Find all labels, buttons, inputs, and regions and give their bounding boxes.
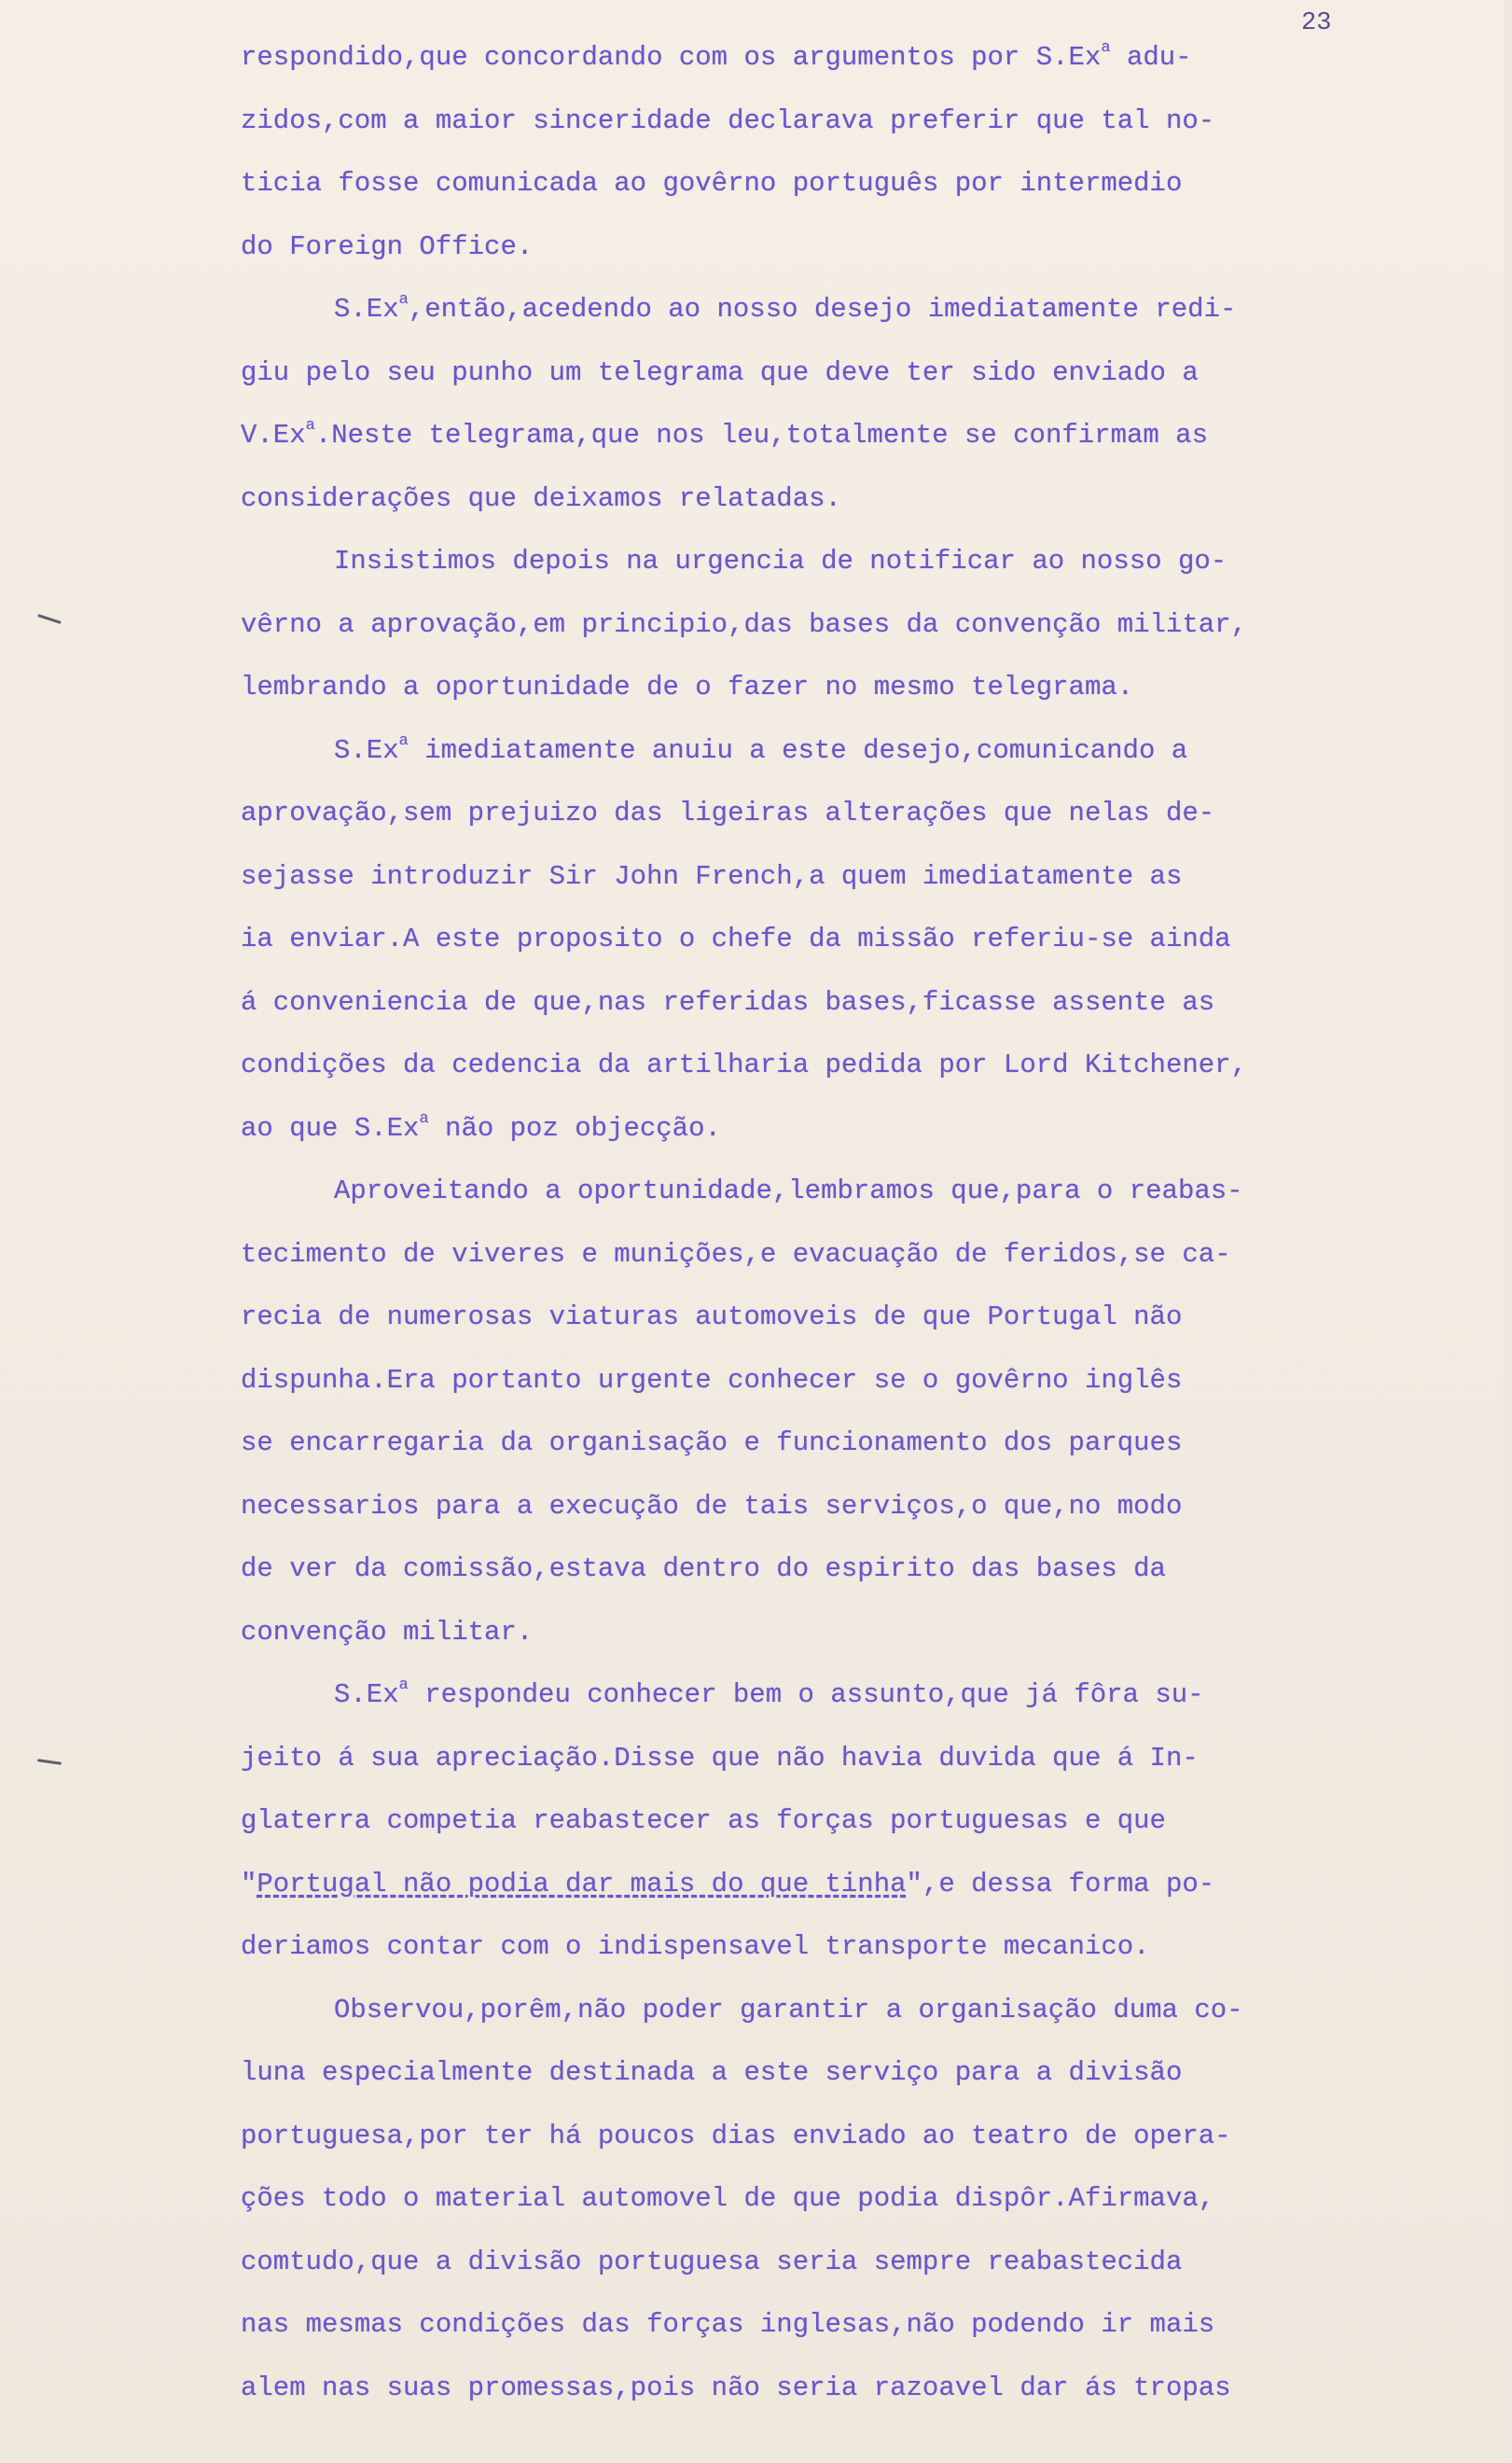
line-text: do Foreign Office. bbox=[241, 230, 534, 262]
line-text: ia enviar.A este proposito o chefe da missão referiu-se ainda bbox=[241, 924, 1231, 954]
line-text: sejasse introduzir Sir John French,a quem imediatamente as bbox=[241, 860, 1183, 892]
line-text: V.Ex bbox=[241, 420, 306, 451]
text-line bbox=[241, 355, 1397, 418]
line-text: lembrando a oportunidade de o fazer no mesmo telegrama. bbox=[241, 672, 1134, 703]
text-line bbox=[241, 858, 1397, 922]
text-line bbox=[241, 165, 1397, 229]
line-text: Aproveitando a oportunidade,lembramos que,para o reabas- bbox=[334, 1176, 1243, 1206]
line-text: giu pelo seu punho um telegrama que deve ter sido enviado a bbox=[241, 356, 1199, 388]
line-text: á conveniencia de que,nas referidas bases,ficasse assente as bbox=[241, 986, 1215, 1018]
text-line bbox=[241, 229, 1397, 292]
line-text-continued: ,então,acedendo ao nosso desejo imediatamente redi- bbox=[408, 294, 1237, 325]
line-text: de ver da comissão,estava dentro do espirito das bases da bbox=[241, 1553, 1166, 1584]
line-text: S.Ex bbox=[334, 1679, 399, 1710]
line-text-continued: não poz objecção. bbox=[428, 1112, 721, 1144]
text-line bbox=[241, 921, 1397, 984]
line-text: considerações que deixamos relatadas. bbox=[241, 482, 841, 514]
text-line bbox=[241, 1047, 1397, 1110]
line-text: convenção militar. bbox=[241, 1616, 534, 1648]
text-line bbox=[241, 291, 1397, 355]
underlined-quote: Portugal não podia dar mais do que tinha bbox=[257, 1868, 907, 1899]
text-line bbox=[241, 1299, 1397, 1362]
superscript: a bbox=[1101, 39, 1111, 57]
line-text: jeito á sua apreciação.Disse que não havia duvida que á In- bbox=[241, 1742, 1199, 1774]
line-text: respondido,que concordando com os argumentos por S.Ex bbox=[241, 42, 1102, 73]
text-line bbox=[241, 1236, 1397, 1300]
superscript: a bbox=[398, 731, 409, 750]
paper-edge bbox=[1505, 0, 1512, 2463]
line-text: zidos,com a maior sinceridade declarava preferir que tal no- bbox=[241, 104, 1215, 136]
line-text: tecimento de viveres e munições,e evacuação de feridos,se ca- bbox=[241, 1238, 1231, 1270]
text-line bbox=[241, 2244, 1397, 2307]
line-text: nas mesmas condições das forças inglesas,não podendo ir mais bbox=[241, 2309, 1215, 2340]
line-text: recia de numerosas viaturas automoveis de que Portugal não bbox=[241, 1301, 1183, 1332]
text-line bbox=[241, 1425, 1397, 1488]
line-text: comtudo,que a divisão portuguesa seria sempre reabastecida bbox=[241, 2246, 1183, 2277]
superscript: a bbox=[398, 1677, 409, 1694]
text-line bbox=[241, 606, 1397, 670]
line-text: dispunha.Era portanto urgente conhecer se o govêrno inglês bbox=[241, 1364, 1183, 1396]
text-line bbox=[241, 103, 1397, 166]
text-line bbox=[241, 1740, 1397, 1803]
line-text: ções todo o material automovel de que podia dispôr.Afirmava, bbox=[241, 2183, 1215, 2214]
line-text: condições da cedencia da artilharia pedida por Lord Kitchener, bbox=[241, 1050, 1247, 1080]
text-line bbox=[241, 2306, 1397, 2370]
line-text: luna especialmente destinada a este serviço para a divisão bbox=[241, 2057, 1183, 2088]
text-line bbox=[241, 2054, 1397, 2118]
text-line bbox=[241, 1488, 1397, 1552]
text-line bbox=[241, 732, 1397, 796]
line-text: glaterra competia reabastecer as forças portuguesas e que bbox=[241, 1805, 1166, 1836]
text-line bbox=[241, 1362, 1397, 1426]
line-text: se encarregaria da organisação e funcionamento dos parques bbox=[241, 1427, 1183, 1458]
line-text: necessarios para a execução de tais serviços,o que,no modo bbox=[241, 1490, 1183, 1522]
text-line bbox=[241, 1677, 1397, 1740]
typed-text-body bbox=[241, 39, 1397, 2432]
line-text: Insistimos depois na urgencia de notificar ao nosso go- bbox=[334, 546, 1228, 577]
text-line bbox=[241, 795, 1397, 858]
line-text-continued: adu- bbox=[1110, 42, 1192, 73]
text-line bbox=[241, 669, 1397, 732]
text-line bbox=[241, 1551, 1397, 1614]
line-text: S.Ex bbox=[334, 294, 399, 325]
text-line bbox=[241, 1802, 1397, 1866]
text-line bbox=[241, 1110, 1397, 1174]
superscript: a bbox=[419, 1109, 429, 1128]
line-text: " bbox=[241, 1868, 257, 1899]
line-text: vêrno a aprovação,em principio,das bases da convenção militar, bbox=[241, 608, 1247, 640]
superscript: a bbox=[398, 291, 409, 309]
page-number: 23 bbox=[1301, 9, 1332, 37]
line-text-continued: ",e dessa forma po- bbox=[906, 1868, 1215, 1899]
text-line bbox=[241, 480, 1397, 544]
line-text: aprovação,sem prejuizo das ligeiras alterações que nelas de- bbox=[241, 798, 1215, 828]
text-line bbox=[241, 2180, 1397, 2244]
text-line bbox=[241, 1992, 1397, 2055]
line-text: deriamos contar com o indispensavel transporte mecanico. bbox=[241, 1931, 1150, 1962]
text-line bbox=[241, 984, 1397, 1048]
text-line bbox=[241, 39, 1397, 103]
line-text: ticia fosse comunicada ao govêrno português por intermedio bbox=[241, 168, 1183, 199]
line-text: ao que S.Ex bbox=[241, 1112, 420, 1144]
text-line bbox=[241, 543, 1397, 606]
line-text-continued: respondeu conhecer bem o assunto,que já fôra su- bbox=[408, 1679, 1204, 1710]
text-line bbox=[241, 1928, 1397, 1992]
line-text: S.Ex bbox=[334, 734, 399, 766]
margin-mark bbox=[37, 1759, 62, 1765]
line-text-continued: .Neste telegrama,que nos leu,totalmente se confirmam as bbox=[314, 420, 1208, 451]
text-line bbox=[241, 1173, 1397, 1236]
line-text: Observou,porêm,não poder garantir a organisação duma co- bbox=[334, 1994, 1243, 2025]
text-line bbox=[241, 1866, 1397, 1929]
line-text: alem nas suas promessas,pois não seria razoavel dar ás tropas bbox=[241, 2372, 1231, 2403]
text-line bbox=[241, 1614, 1397, 1677]
line-text: portuguesa,por ter há poucos dias enviado ao teatro de opera- bbox=[241, 2120, 1231, 2151]
superscript: a bbox=[305, 417, 315, 435]
text-line bbox=[241, 2118, 1397, 2181]
margin-mark bbox=[37, 614, 62, 624]
text-line bbox=[241, 2370, 1397, 2433]
line-text-continued: imediatamente anuiu a este desejo,comunicando a bbox=[408, 734, 1188, 766]
text-line bbox=[241, 417, 1397, 480]
